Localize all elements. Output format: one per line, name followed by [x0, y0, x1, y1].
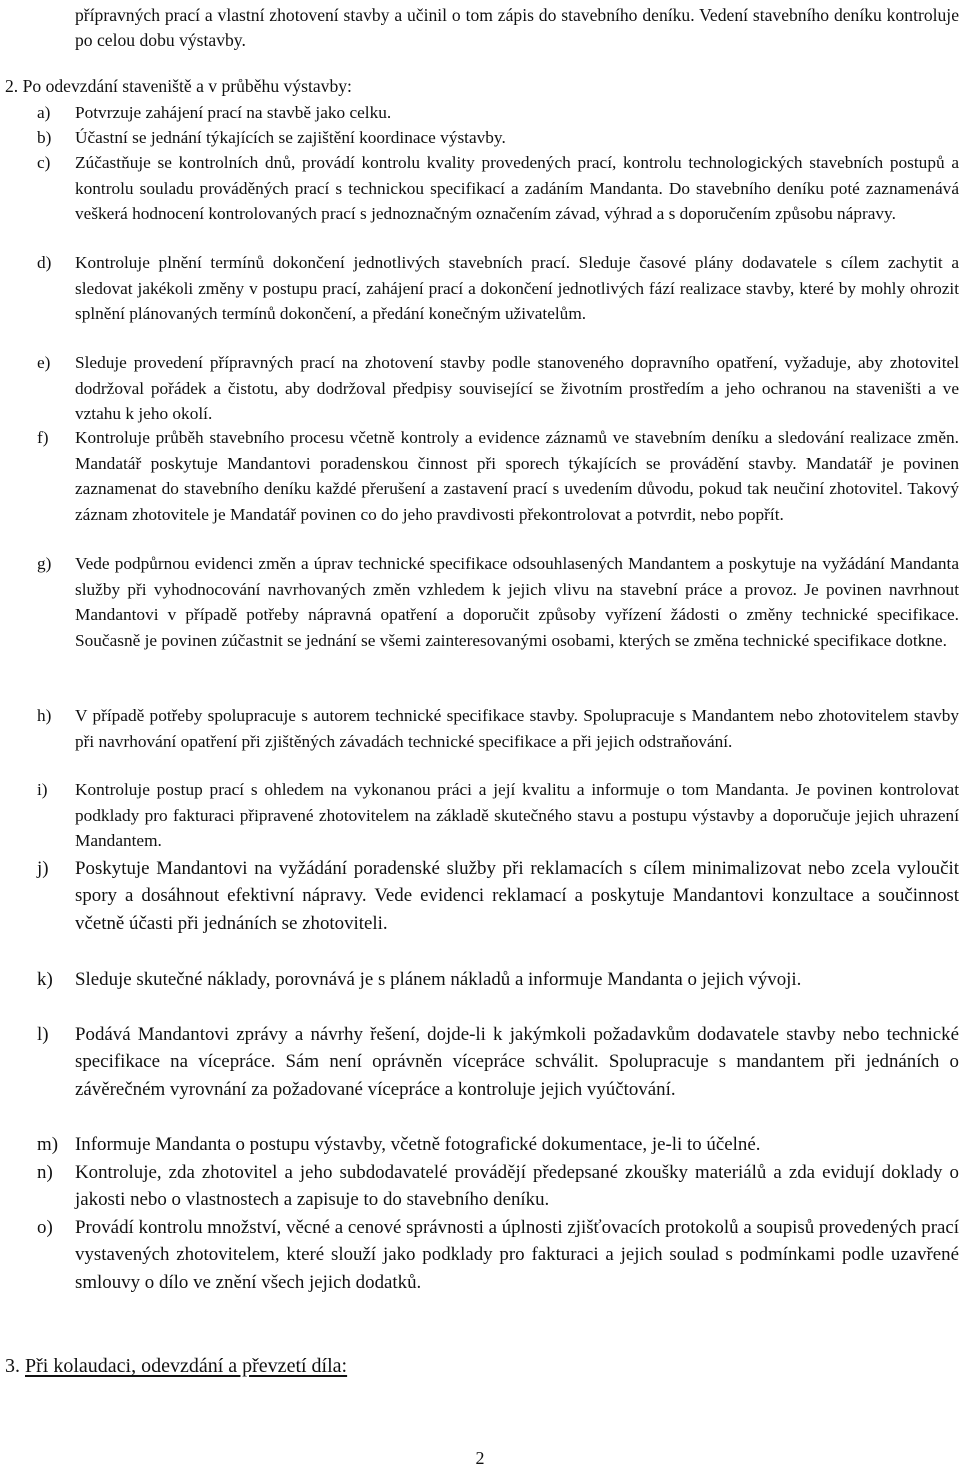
list-item-text: Poskytuje Mandantovi na vyžádání poradenské služby při reklamacích s cílem minimalizovat nebo zcela vyloučit spory a dosáhnout efektivní nápravy. Vede evidenci reklamací a poskytuje Mandantovi konzultace a součinnost včetně účasti při jednáních se zhotoviteli.	[75, 858, 959, 934]
list-item-text: Provádí kontrolu množství, věcné a cenové správnosti a úplnosti zjišťovacích protokolů a soupisů provedených prací vystavených zhotovitelem, které slouží jako podklady pro fakturaci a jejich soulad s podmínkami podle uzavřené smlouvy o dílo ve znění všech jejich dodatků.	[75, 1217, 959, 1293]
list-item-text: Sleduje provedení přípravných prací na zhotovení stavby podle stanoveného dopravního opatření, vyžaduje, aby zhotovitel dodržoval pořádek a čistotu, aby dodržoval předpisy související se životním prostředím a jeho ochranou na staveništi a ve vztahu k jeho okolí.	[75, 353, 959, 424]
list-item-text: Vede podpůrnou evidenci změn a úprav technické specifikace odsouhlasených Mandantem a poskytuje na vyžádání Mandanta služby při vyhodnocování navrhovaných změn vzhledem k jejich vlivu na stavební práce a provoz. Je povinen navrhnout Mandantovi v případě potřeby nápravná opatření a doporučit způsoby vyřízení žádosti o změny technické specifikace. Současně je povinen zúčastnit se jednání se všemi zainteresovanými osobami, kterých se změna technické specifikace dotkne.	[75, 554, 959, 650]
list-item-label: d)	[37, 253, 52, 272]
list-item-label: g)	[37, 554, 52, 573]
list-item-label: c)	[37, 153, 51, 172]
list-item-text: Účastní se jednání týkajících se zajištění koordinace výstavby.	[75, 128, 506, 147]
intro-paragraph: přípravných prací a vlastní zhotovení stavby a učinil o tom zápis do stavebního deníku. Vedení stavebního deníku kontroluje po celou dobu výstavby.	[75, 5, 959, 51]
list-item-label: e)	[37, 353, 51, 372]
list-item-text: V případě potřeby spolupracuje s autorem technické specifikace stavby. Spolupracuje s Mandantem nebo zhotovitelem stavby při navrhování opatření při zjištěných závadách technické specifikace a při jejich odstraňování.	[75, 706, 959, 751]
list-item-label: o)	[37, 1217, 53, 1238]
list-item-label: n)	[37, 1162, 53, 1183]
list-item-text: Sleduje skutečné náklady, porovnává je s plánem nákladů a informuje Mandanta o jejich vývoji.	[75, 969, 802, 990]
list-item-label: f)	[37, 428, 49, 447]
page-number: 2	[475, 1448, 485, 1468]
list-item-label: i)	[37, 780, 48, 799]
list-item-label: k)	[37, 969, 53, 990]
section-3-number: 3.	[5, 1355, 20, 1377]
list-item-label: b)	[37, 128, 52, 147]
list-item-label: a)	[37, 103, 51, 122]
list-item-text: Kontroluje, zda zhotovitel a jeho subdodavatelé provádějí předepsané zkoušky materiálů a zda evidují doklady o jakosti nebo o vlastnostech a zapisuje to do stavebního deníku.	[75, 1162, 959, 1211]
section-3-title: Při kolaudaci, odevzdání a převzetí díla:	[25, 1355, 348, 1377]
list-item-label: m)	[37, 1134, 58, 1155]
list-item-text: Zúčastňuje se kontrolních dnů, provádí kontrolu kvality provedených prací, kontrolu technologických stavebních postupů a kontrolu souladu prováděných prací s technickou specifikací a zadáním Mandanta. Do stavebního deníku poté zaznamenává veškerá hodnocení kontrolovaných prací s jednoznačným označením závad, výhrad a s doporučením způsobu nápravy.	[75, 153, 959, 224]
section-3-heading	[5, 1352, 347, 1380]
list-item-text: Kontroluje plnění termínů dokončení jednotlivých stavebních prací. Sleduje časové plány dodavatele s cílem zachytit a sledovat jakékoli změny v postupu prací, zahájení prací a dokončení jednotlivých fází realizace stavby, které by mohly ohrozit splnění plánovaných termínů dokončení, a předání konečným uživatelům.	[75, 253, 959, 324]
list-item-label: h)	[37, 706, 52, 725]
list-item-label: l)	[37, 1024, 49, 1045]
section-2-title: Po odevzdání staveniště a v průběhu výstavby:	[22, 76, 352, 96]
list-item-text: Kontroluje průběh stavebního procesu včetně kontroly a evidence záznamů ve stavebním deníku a sledování realizace změn. Mandatář poskytuje Mandantovi poradenskou činnost při sporech týkajících se provádění stavby. Mandatář je povinen zaznamenat do stavebního deníku každé přerušení a zastavení prací s uvedením důvodu, pokud tak neučiní zhotovitel. Takový záznam zhotovitele je Mandatář povinen co do jeho pravdivosti překontrolovat a potvrdit, nebo popřít.	[75, 428, 959, 524]
list-item-text: Podává Mandantovi zprávy a návrhy řešení, dojde-li k jakýmkoli požadavkům dodavatele stavby nebo technické specifikace na vícepráce. Sám není oprávněn vícepráce schválit. Spolupracuje s mandantem při jednáních o závěrečném vyrovnání za požadované vícepráce a kontroluje jejich vyúčtování.	[75, 1024, 959, 1100]
list-item-text: Kontroluje postup prací s ohledem na vykonanou práci a její kvalitu a informuje o tom Mandanta. Je povinen kontrolovat podklady pro fakturaci připravené zhotovitelem na základě skutečného stavu a postupu výstavby a doporučuje jejich uhrazení Mandantem.	[75, 780, 959, 851]
list-item-text: Potvrzuje zahájení prací na stavbě jako celku.	[75, 103, 392, 122]
section-2-heading	[5, 74, 352, 99]
list-item-text: Informuje Mandanta o postupu výstavby, včetně fotografické dokumentace, je-li to účelné.	[75, 1134, 761, 1155]
list-item-label: j)	[37, 858, 49, 879]
section-2-number: 2.	[5, 76, 19, 96]
